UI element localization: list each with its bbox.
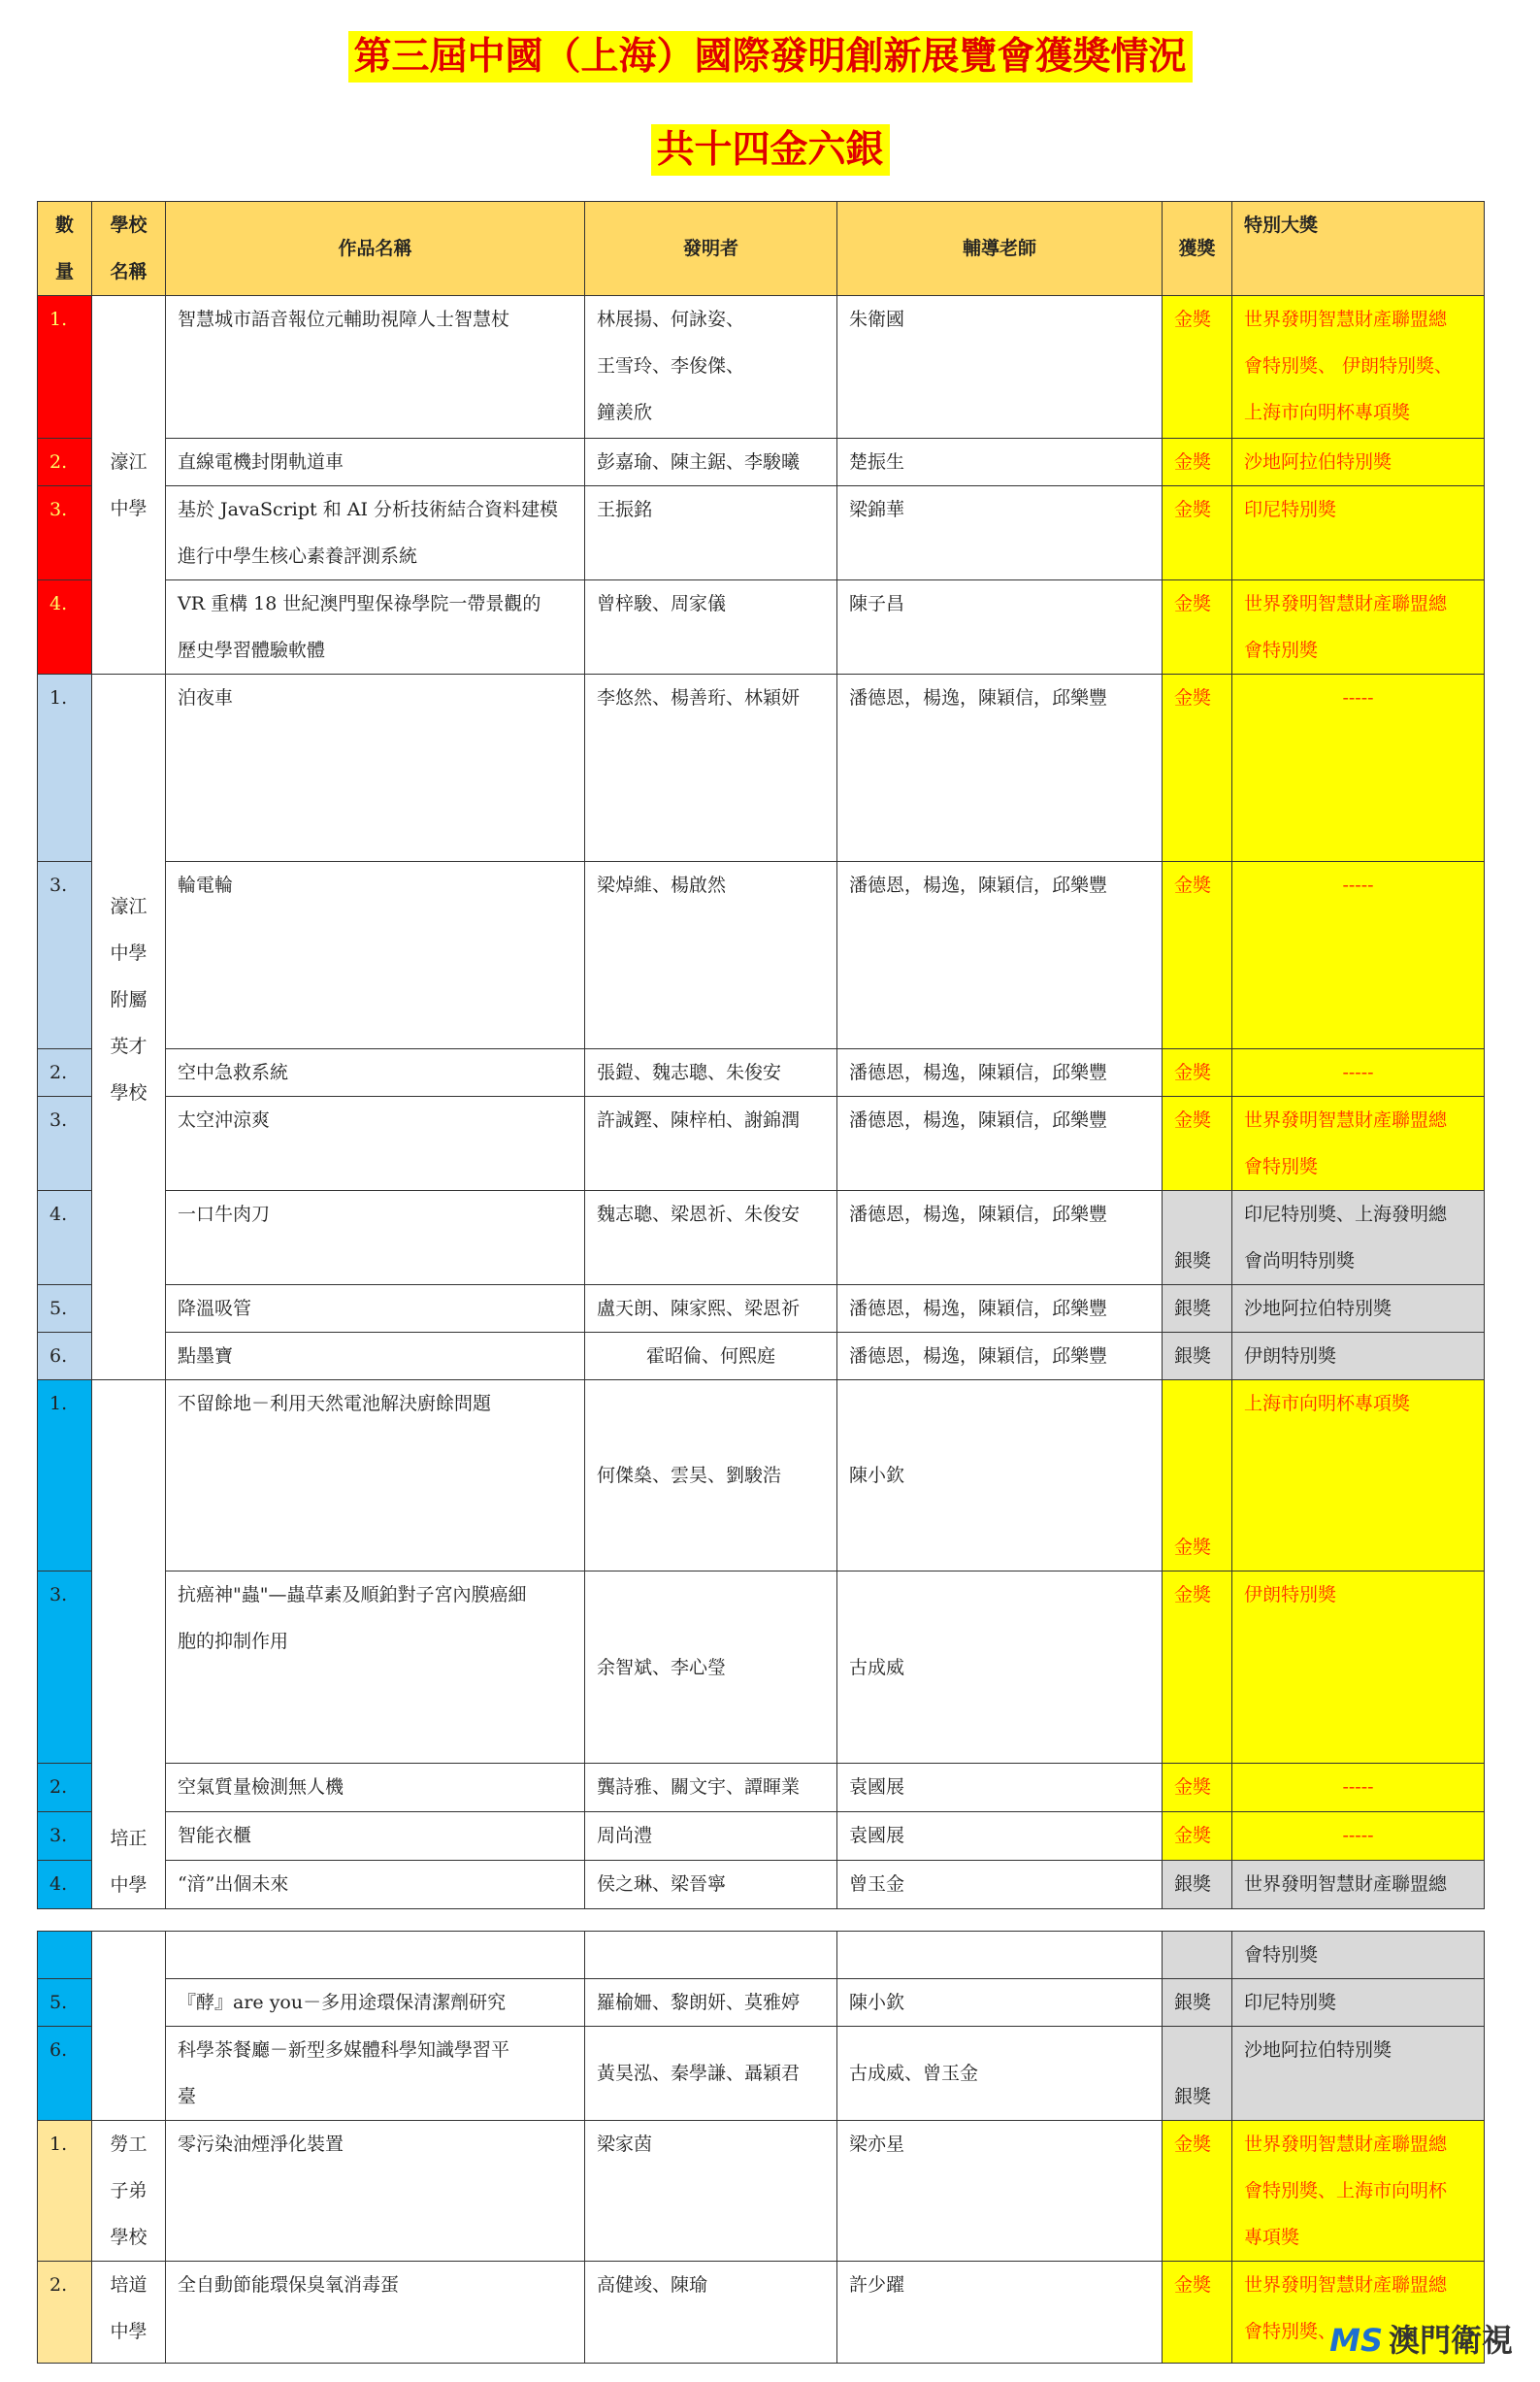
special-award: 沙地阿拉伯特別獎 bbox=[1232, 1285, 1485, 1333]
table-row bbox=[38, 1285, 1485, 1333]
special-award: 世界發明智慧財產聯盟總 bbox=[1232, 1860, 1485, 1908]
header-award: 獲獎 bbox=[1163, 202, 1232, 296]
work-title: 空中急救系統 bbox=[166, 1049, 585, 1097]
table-row bbox=[38, 486, 1485, 580]
work-title: 智能衣櫃 bbox=[166, 1811, 585, 1860]
work-title: 空氣質量檢測無人機 bbox=[166, 1763, 585, 1811]
award: 金獎 bbox=[1163, 296, 1232, 439]
row-number: 2. bbox=[38, 1049, 92, 1097]
special-award: 會特別獎 bbox=[1232, 1932, 1485, 1979]
inventors: 余智斌、李心瑩 bbox=[585, 1571, 837, 1763]
award: 金獎 bbox=[1163, 439, 1232, 486]
award: 金獎 bbox=[1163, 486, 1232, 580]
table-row bbox=[38, 580, 1485, 675]
special-award: 沙地阿拉伯特別獎 bbox=[1232, 439, 1485, 486]
inventors: 李悠然、楊善珩、林穎妍 bbox=[585, 675, 837, 862]
teacher: 陳子昌 bbox=[837, 580, 1163, 675]
table-row bbox=[38, 2262, 1485, 2364]
teacher: 袁國展 bbox=[837, 1763, 1163, 1811]
teacher: 朱衛國 bbox=[837, 296, 1163, 439]
inventors: 曾梓駿、周家儀 bbox=[585, 580, 837, 675]
inventors: 梁家茵 bbox=[585, 2121, 837, 2262]
special-award: 世界發明智慧財產聯盟總 會特別獎 bbox=[1232, 1097, 1485, 1191]
table-row bbox=[38, 439, 1485, 486]
special-award: ----- bbox=[1232, 675, 1485, 862]
row-number: 3. bbox=[38, 1097, 92, 1191]
work-title: 輪電輪 bbox=[166, 862, 585, 1049]
special-award: 世界發明智慧財產聯盟總 會特別獎、 伊朗特別獎、 上海市向明杯專項獎 bbox=[1232, 296, 1485, 439]
work-title: 直線電機封閉軌道車 bbox=[166, 439, 585, 486]
special-award: 世界發明智慧財產聯盟總 會特別獎、 bbox=[1232, 2262, 1485, 2364]
row-number: 1. bbox=[38, 675, 92, 862]
school-cell: 培道 中學 bbox=[92, 2262, 166, 2364]
teacher: 潘德恩，楊逸，陳穎信，邱樂豐 bbox=[837, 675, 1163, 862]
work-title: 泊夜車 bbox=[166, 675, 585, 862]
work-title: VR 重構 18 世紀澳門聖保祿學院一帶景觀的 歷史學習體驗軟體 bbox=[166, 580, 585, 675]
work-title: 基於 JavaScript 和 AI 分析技術結合資料建模 進行中學生核心素養評測系統 bbox=[166, 486, 585, 580]
award: 金獎 bbox=[1163, 1571, 1232, 1763]
inventors: 侯之琳、梁晉寧 bbox=[585, 1860, 837, 1908]
awards-table bbox=[37, 201, 1485, 1909]
teacher: 曾玉金 bbox=[837, 1860, 1163, 1908]
row-number: 2. bbox=[38, 1763, 92, 1811]
row-number: 2. bbox=[38, 439, 92, 486]
teacher: 梁亦星 bbox=[837, 2121, 1163, 2262]
row-number: 5. bbox=[38, 1285, 92, 1333]
school-cell bbox=[92, 1932, 166, 2121]
table-row bbox=[38, 2027, 1485, 2121]
teacher: 潘德恩，楊逸，陳穎信，邱樂豐 bbox=[837, 1097, 1163, 1191]
special-award: 印尼特別獎 bbox=[1232, 486, 1485, 580]
teacher: 潘德恩，楊逸，陳穎信，邱樂豐 bbox=[837, 1333, 1163, 1380]
special-award: ----- bbox=[1232, 1049, 1485, 1097]
award: 銀獎 bbox=[1163, 1191, 1232, 1285]
award: 金獎 bbox=[1163, 862, 1232, 1049]
page-title: 第三屆中國（上海）國際發明創新展覽會獲獎情況 bbox=[347, 31, 1192, 83]
award: 金獎 bbox=[1163, 1380, 1232, 1571]
work-title: 科學茶餐廳－新型多媒體科學知識學習平 臺 bbox=[166, 2027, 585, 2121]
teacher: 古成威 bbox=[837, 1571, 1163, 1763]
award: 銀獎 bbox=[1163, 1979, 1232, 2027]
inventors: 林展揚、何詠姿、 王雪玲、李俊傑、 鐘羨欣 bbox=[585, 296, 837, 439]
work-title: 智慧城市語音報位元輔助視障人士智慧杖 bbox=[166, 296, 585, 439]
row-number: 6. bbox=[38, 1333, 92, 1380]
inventors: 彭嘉瑜、陳主鋸、李駿曦 bbox=[585, 439, 837, 486]
table-row bbox=[38, 1811, 1485, 1860]
row-number: 3. bbox=[38, 1571, 92, 1763]
header-special: 特別大獎 bbox=[1232, 202, 1485, 296]
special-award: 伊朗特別獎 bbox=[1232, 1333, 1485, 1380]
row-number: 3. bbox=[38, 1811, 92, 1860]
teacher: 袁國展 bbox=[837, 1811, 1163, 1860]
work-title: 不留餘地－利用天然電池解決廚餘問題 bbox=[166, 1380, 585, 1571]
row-number: 2. bbox=[38, 2262, 92, 2364]
inventors: 黃昊泓、秦學謙、聶穎君 bbox=[585, 2027, 837, 2121]
row-number: 1. bbox=[38, 296, 92, 439]
row-number: 6. bbox=[38, 2027, 92, 2121]
row-number: 4. bbox=[38, 580, 92, 675]
table-row bbox=[38, 1571, 1485, 1763]
award: 銀獎 bbox=[1163, 1333, 1232, 1380]
row-number bbox=[38, 1932, 92, 1979]
inventors bbox=[585, 1932, 837, 1979]
school-cell: 勞工 子弟 學校 bbox=[92, 2121, 166, 2262]
teacher: 陳小欽 bbox=[837, 1979, 1163, 2027]
row-number: 3. bbox=[38, 486, 92, 580]
row-number: 4. bbox=[38, 1860, 92, 1908]
teacher: 古成威、曾玉金 bbox=[837, 2027, 1163, 2121]
award: 金獎 bbox=[1163, 580, 1232, 675]
table-row bbox=[38, 675, 1485, 862]
inventors: 高健竣、陳瑜 bbox=[585, 2262, 837, 2364]
award: 金獎 bbox=[1163, 675, 1232, 862]
work-title: 零污染油煙淨化裝置 bbox=[166, 2121, 585, 2262]
award: 銀獎 bbox=[1163, 1285, 1232, 1333]
table-row bbox=[38, 296, 1485, 439]
row-number: 5. bbox=[38, 1979, 92, 2027]
award: 金獎 bbox=[1163, 1811, 1232, 1860]
header-teacher: 輔導老師 bbox=[837, 202, 1163, 296]
header-inventor: 發明者 bbox=[585, 202, 837, 296]
award bbox=[1163, 1932, 1232, 1979]
table-row bbox=[38, 1049, 1485, 1097]
award: 金獎 bbox=[1163, 2121, 1232, 2262]
awards-table-continued bbox=[37, 1931, 1485, 2364]
inventors: 許誠鏗、陳梓柏、謝錦潤 bbox=[585, 1097, 837, 1191]
header-number: 數 量 bbox=[38, 202, 92, 296]
inventors: 魏志聰、梁恩祈、朱俊安 bbox=[585, 1191, 837, 1285]
school-cell: 濠江 中學 附屬 英才 學校 bbox=[92, 675, 166, 1380]
work-title: 全自動節能環保臭氧消毒蛋 bbox=[166, 2262, 585, 2364]
row-number: 1. bbox=[38, 2121, 92, 2262]
work-title: 降溫吸管 bbox=[166, 1285, 585, 1333]
inventors: 霍昭倫、何熙庭 bbox=[585, 1333, 837, 1380]
row-number: 3. bbox=[38, 862, 92, 1049]
special-award: 世界發明智慧財產聯盟總 會特別獎 bbox=[1232, 580, 1485, 675]
teacher: 許少躍 bbox=[837, 2262, 1163, 2364]
teacher: 潘德恩，楊逸，陳穎信，邱樂豐 bbox=[837, 1285, 1163, 1333]
table-row bbox=[38, 1380, 1485, 1571]
tv-logo: MS 澳門衛視 bbox=[1329, 2322, 1513, 2359]
page-subtitle: 共十四金六銀 bbox=[650, 124, 889, 176]
special-award: 印尼特別獎、上海發明總 會尚明特別獎 bbox=[1232, 1191, 1485, 1285]
school-cell: 培正 中學 bbox=[92, 1380, 166, 1909]
table-row bbox=[38, 1097, 1485, 1191]
work-title: “湇”出個未來 bbox=[166, 1860, 585, 1908]
work-title: 點墨寶 bbox=[166, 1333, 585, 1380]
work-title: 『酵』are you－多用途環保清潔劑研究 bbox=[166, 1979, 585, 2027]
teacher: 潘德恩，楊逸，陳穎信，邱樂豐 bbox=[837, 862, 1163, 1049]
award: 銀獎 bbox=[1163, 2027, 1232, 2121]
special-award: ----- bbox=[1232, 862, 1485, 1049]
teacher: 梁錦華 bbox=[837, 486, 1163, 580]
table-row bbox=[38, 1979, 1485, 2027]
teacher: 楚振生 bbox=[837, 439, 1163, 486]
work-title bbox=[166, 1932, 585, 1979]
inventors: 周尚澧 bbox=[585, 1811, 837, 1860]
award: 金獎 bbox=[1163, 1097, 1232, 1191]
special-award: 沙地阿拉伯特別獎 bbox=[1232, 2027, 1485, 2121]
teacher: 潘德恩，楊逸，陳穎信，邱樂豐 bbox=[837, 1049, 1163, 1097]
special-award: 伊朗特別獎 bbox=[1232, 1571, 1485, 1763]
special-award: ----- bbox=[1232, 1763, 1485, 1811]
inventors: 羅榆姍、黎朗妍、莫雅婷 bbox=[585, 1979, 837, 2027]
award: 金獎 bbox=[1163, 1049, 1232, 1097]
inventors: 梁焯維、楊啟然 bbox=[585, 862, 837, 1049]
table-row bbox=[38, 1333, 1485, 1380]
table-row bbox=[38, 1191, 1485, 1285]
teacher: 潘德恩，楊逸，陳穎信，邱樂豐 bbox=[837, 1191, 1163, 1285]
header-school: 學校 名稱 bbox=[92, 202, 166, 296]
inventors: 盧天朗、陳家熙、梁恩祈 bbox=[585, 1285, 837, 1333]
work-title: 一口牛肉刀 bbox=[166, 1191, 585, 1285]
table-row bbox=[38, 2121, 1485, 2262]
inventors: 張鎧、魏志聰、朱俊安 bbox=[585, 1049, 837, 1097]
special-award: 世界發明智慧財產聯盟總 會特別獎、上海市向明杯 專項獎 bbox=[1232, 2121, 1485, 2262]
special-award: 印尼特別獎 bbox=[1232, 1979, 1485, 2027]
inventors: 王振銘 bbox=[585, 486, 837, 580]
work-title: 抗癌神"蟲"—蟲草素及順鉑對子宮內膜癌細 胞的抑制作用 bbox=[166, 1571, 585, 1763]
table-row bbox=[38, 862, 1485, 1049]
table-row bbox=[38, 1932, 1485, 1979]
teacher bbox=[837, 1932, 1163, 1979]
award: 金獎 bbox=[1163, 1763, 1232, 1811]
school-cell: 濠江 中學 bbox=[92, 296, 166, 675]
teacher: 陳小欽 bbox=[837, 1380, 1163, 1571]
award: 金獎 bbox=[1163, 2262, 1232, 2364]
header-row bbox=[38, 202, 1485, 296]
table-row bbox=[38, 1763, 1485, 1811]
award: 銀獎 bbox=[1163, 1860, 1232, 1908]
special-award: 上海市向明杯專項獎 bbox=[1232, 1380, 1485, 1571]
row-number: 1. bbox=[38, 1380, 92, 1571]
inventors: 龔詩雅、關文宇、譚睴業 bbox=[585, 1763, 837, 1811]
header-work: 作品名稱 bbox=[166, 202, 585, 296]
inventors: 何傑燊、雲昊、劉駿浩 bbox=[585, 1380, 837, 1571]
special-award: ----- bbox=[1232, 1811, 1485, 1860]
work-title: 太空沖涼爽 bbox=[166, 1097, 585, 1191]
table-row bbox=[38, 1860, 1485, 1908]
row-number: 4. bbox=[38, 1191, 92, 1285]
